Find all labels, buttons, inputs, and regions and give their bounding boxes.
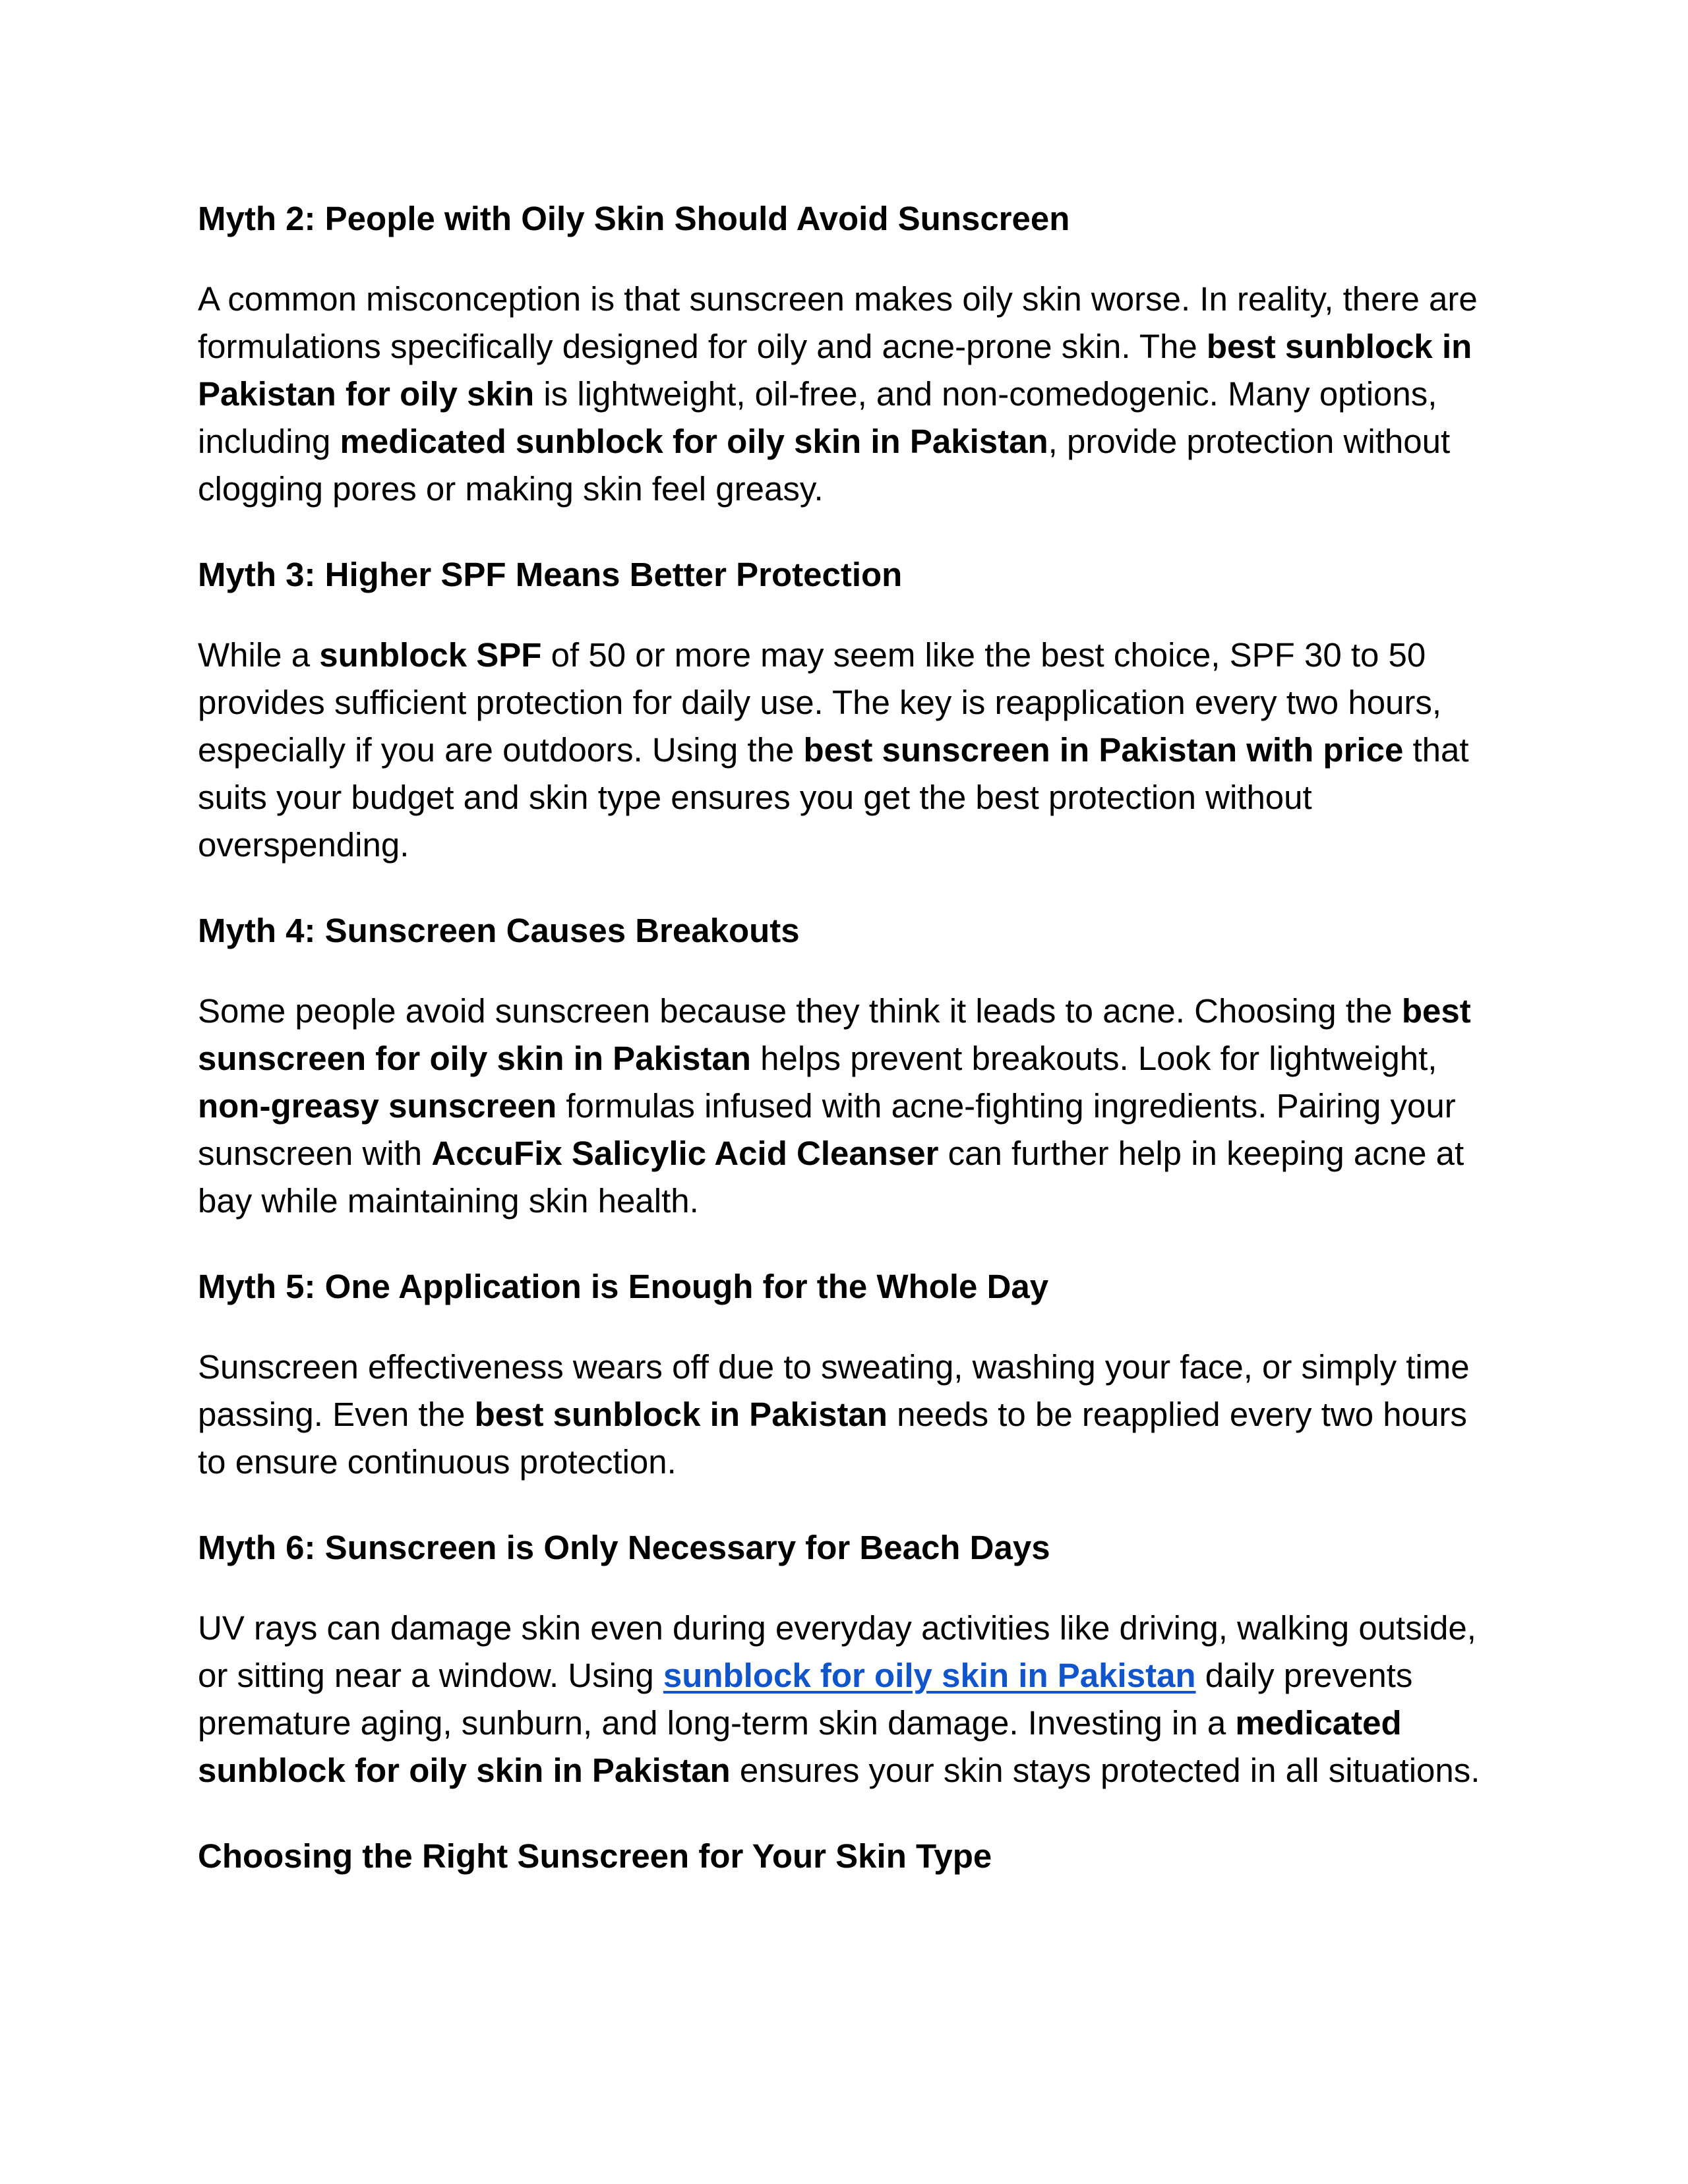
document-page: [198, 195, 1490, 1880]
myth3-heading: Myth 3: Higher SPF Means Better Protection: [198, 556, 903, 593]
myth2-text-2: is lightweight, oil-free, and non-comedogenic. Many options, including: [198, 375, 1437, 460]
myth4-bold-2: non-greasy sunscreen: [198, 1087, 557, 1125]
myth3-bold-1: sunblock SPF: [319, 636, 542, 674]
myth3-text-2: of 50 or more may seem like the best choice, SPF 30 to 50 provides sufficient protection for daily use. The key is reapplication every two hours, especially if you are outdoors. Using the: [198, 636, 1442, 769]
myth6-paragraph: [198, 1605, 1490, 1794]
myth3-text-3: that suits your budget and skin type ensures you get the best protection without overspending.: [198, 731, 1469, 864]
myth2-heading: Myth 2: People with Oily Skin Should Avoid Sunscreen: [198, 200, 1070, 237]
myth6-text-1: UV rays can damage skin even during everyday activities like driving, walking outside, or sitting near a window. Using: [198, 1609, 1476, 1694]
myth3-text-1: While a: [198, 636, 320, 674]
myth3-paragraph: [198, 632, 1490, 869]
myth2-text-1: A common misconception is that sunscreen makes oily skin worse. In reality, there are formulations specifically designed for oily and acne-prone skin. The: [198, 280, 1478, 365]
myth5-bold-1: best sunblock in Pakistan: [474, 1396, 888, 1433]
myth4-paragraph: [198, 988, 1490, 1225]
myth5-text-2: needs to be reapplied every two hours to ensure continuous protection.: [198, 1396, 1467, 1481]
myth2-bold-1: best sunblock in Pakistan for oily skin: [198, 328, 1472, 413]
myth4-bold-3: AccuFix Salicylic Acid Cleanser: [431, 1135, 939, 1172]
myth2-bold-2: medicated sunblock for oily skin in Pakistan: [340, 423, 1048, 460]
myth4-bold-1: best sunscreen for oily skin in Pakistan: [198, 992, 1471, 1077]
myth6-bold-1: medicated sunblock for oily skin in Pakistan: [198, 1704, 1402, 1789]
myth6-heading: Myth 6: Sunscreen is Only Necessary for Beach Days: [198, 1529, 1050, 1566]
myth3-bold-2: best sunscreen in Pakistan with price: [803, 731, 1404, 769]
myth6-text-2: daily prevents premature aging, sunburn, and long-term skin damage. Investing in a: [198, 1657, 1413, 1742]
myth4-text-2: helps prevent breakouts. Look for lightweight,: [750, 1040, 1437, 1077]
myth5-paragraph: [198, 1343, 1490, 1486]
myth4-text-4: can further help in keeping acne at bay while maintaining skin health.: [198, 1135, 1464, 1220]
myth2-paragraph: [198, 276, 1490, 513]
myth5-heading: Myth 5: One Application is Enough for the Whole Day: [198, 1268, 1049, 1305]
myth6-text-3: ensures your skin stays protected in all situations.: [730, 1752, 1480, 1789]
sunblock-oily-skin-link[interactable]: sunblock for oily skin in Pakistan: [663, 1657, 1196, 1694]
myth4-heading: Myth 4: Sunscreen Causes Breakouts: [198, 912, 800, 949]
myth2-text-3: , provide protection without clogging pores or making skin feel greasy.: [198, 423, 1451, 508]
myth4-text-3: formulas infused with acne-fighting ingredients. Pairing your sunscreen with: [198, 1087, 1456, 1172]
myth5-text-1: Sunscreen effectiveness wears off due to sweating, washing your face, or simply time passing. Even the: [198, 1348, 1470, 1433]
choosing-heading: Choosing the Right Sunscreen for Your Skin Type: [198, 1837, 992, 1875]
myth4-text-1: Some people avoid sunscreen because they think it leads to acne. Choosing the: [198, 992, 1402, 1030]
